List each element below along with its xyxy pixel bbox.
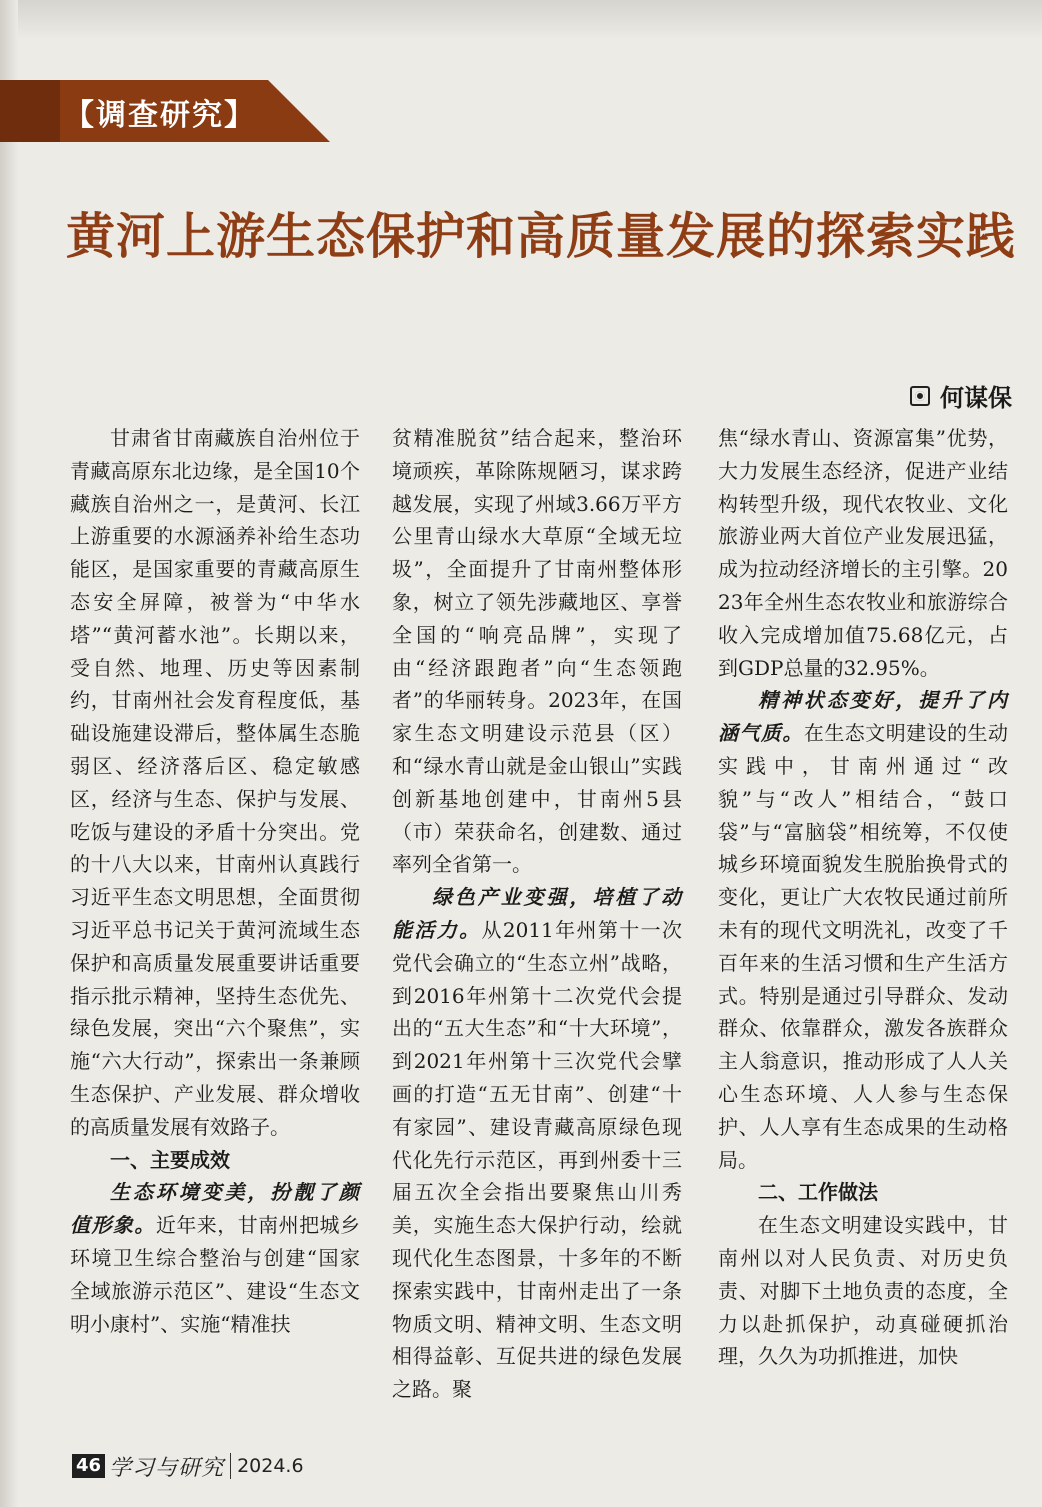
page-top-shadow [0, 0, 1042, 40]
paragraph: 在生态文明建设实践中，甘南州以对人民负责、对历史负责、对脚下土地负责的态度，全力以赴抓保护，动真碰硬抓治理，久久为功抓推进，加快 [718, 1213, 1008, 1369]
paragraph-body: 从2011年州第十一次党代会确立的“生态立州”战略，到2016年州第十二次党代会提出的“五大生态”和“十大环境”，到2021年州第十三次党代会擘画的打造“五无甘南”、创建“十有家园”、建设青藏高原绿色现代化先行示范区，再到州委十三届五次全会指出要聚焦山川秀美，实施生态大保护行动，绘就现代化生态图景，十多年的不断探索实践中，甘南州走出了一条物质文明、精神文明、生态文明相得益彰、互促共进的绿色发展之路。聚 [392, 917, 683, 1402]
author-marker-icon [910, 386, 930, 406]
paragraph: 甘肃省甘南藏族自治州位于青藏高原东北边缘，是全国10个藏族自治州之一，是黄河、长江上游重要的水源涵养补给生态功能区，是国家重要的青藏高原生态安全屏障，被誉为“中华水塔”“黄河蓄水池”。长期以来，受自然、地理、历史等因素制约，甘南州社会发育程度低，基础设施建设滞后，整体属生态脆弱区、经济落后区、稳定敏感区，经济与生态、保护与发展、吃饭与建设的矛盾十分突出。党的十八大以来，甘南州认真践行习近平生态文明思想，全面贯彻习近平总书记关于黄河流域生态保护和高质量发展重要讲话重要指示批示精神，坚持生态优先、绿色发展，突出“六个聚焦”，实施“六大行动”，探索出一条兼顾生态保护、产业发展、群众增收的高质量发展有效路子。 [70, 426, 360, 1139]
paragraph [718, 684, 1008, 1176]
paragraph-lead: 绿色产业变强，培植了动能活力。 [392, 885, 682, 942]
page-footer [72, 1449, 304, 1483]
section-heading: 二、工作做法 [758, 1180, 878, 1205]
paragraph [392, 881, 682, 1406]
page-number: 46 [72, 1454, 105, 1478]
paragraph-lead: 精神状态变好，提升了内涵气质。 [718, 688, 1008, 746]
text-column-3 [718, 422, 1008, 1373]
paragraph: 焦“绿水青山、资源富集”优势，大力发展生态经济，促进产业结构转型升级，现代农牧业、文化旅游业两大首位产业发展迅猛，成为拉动经济增长的主引擎。2023年全州生态农牧业和旅游综合收入完成增加值75.68亿元，占到GDP总量的32.95%。 [718, 426, 1008, 680]
issue-number: 2024.6 [237, 1455, 304, 1477]
paragraph-body: 在生态文明建设的生动实践中，甘南州通过“改貌”与“改人”相结合，“鼓口袋”与“富脑袋”相统筹，不仅使城乡环境面貌发生脱胎换骨式的变化，更让广大农牧民通过前所未有的现代文明洗礼，改变了千百年来的生活习惯和生产生活方式。特别是通过引导群众、发动群众、依靠群众，激发各族群众主人翁意识，推动形成了人人关心生态环境、人人参与生态保护、人人享有生态成果的生动格局。 [718, 721, 1009, 1172]
footer-divider [230, 1453, 231, 1479]
journal-name: 学习与研究 [109, 1455, 225, 1481]
author-byline [910, 378, 1012, 413]
paragraph: 贫精准脱贫”结合起来，整治环境顽疾，革除陈规陋习，谋求跨越发展，实现了州域3.66万平方公里青山绿水大草原“全域无垃圾”，全面提升了甘南州整体形象，树立了领先涉藏地区、享誉全国的“响亮品牌”，实现了由“经济跟跑者”向“生态领跑者”的华丽转身。2023年，在国家生态文明建设示范县（区）和“绿水青山就是金山银山”实践创新基地创建中，甘南州5县（市）荣获命名，创建数、通过率列全省第一。 [392, 426, 682, 877]
paragraph-lead: 生态环境变美，扮靓了颜值形象。 [70, 1180, 360, 1238]
author-name: 何谋保 [940, 384, 1012, 412]
section-banner-band [0, 80, 60, 142]
section-tag: 【调查研究】 [64, 98, 256, 133]
section-heading: 一、主要成效 [110, 1147, 230, 1172]
text-column-2 [392, 422, 682, 1406]
article-title: 黄河上游生态保护和高质量发展的探索实践 [66, 208, 1017, 265]
paragraph-body: 近年来，甘南州把城乡环境卫生综合整治与创建“国家全域旅游示范区”、建设“生态文明小康村”、实施“精准扶 [70, 1213, 361, 1336]
text-column-1 [70, 422, 360, 1340]
paragraph [70, 1176, 360, 1340]
page-left-shadow [0, 0, 18, 1507]
